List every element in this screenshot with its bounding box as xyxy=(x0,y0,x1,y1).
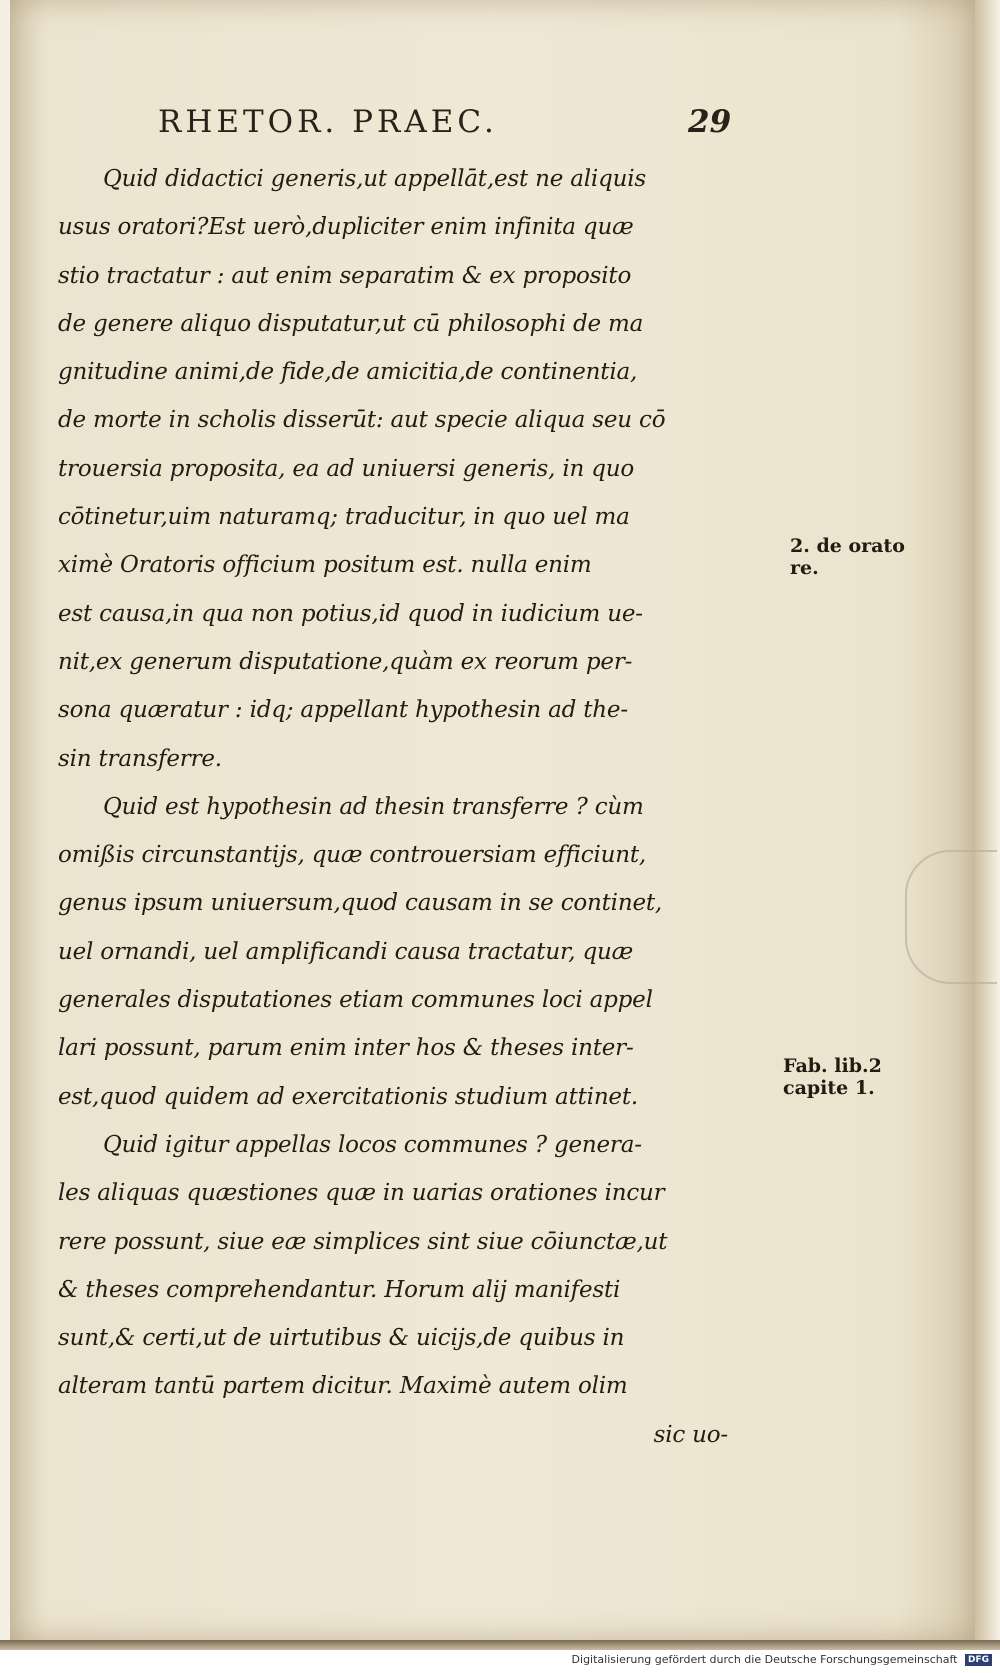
text-line: les aliquas quæstiones quæ in uarias orationes incur xyxy=(58,1180,665,1207)
text-line: omißis circunstantijs, quæ controuersiam efficiunt, xyxy=(58,842,647,869)
dfg-logo-icon: DFG xyxy=(965,1654,992,1666)
page-header xyxy=(158,104,758,154)
clasp-shadow xyxy=(905,850,997,984)
margin-note-line: capite 1. xyxy=(783,1077,875,1099)
text-line: sona quæratur : idq; appellant hypothesin ad the- xyxy=(58,697,628,724)
footer-credit xyxy=(572,1653,992,1666)
text-line: Quid est hypothesin ad thesin transferre ? cùm xyxy=(103,793,644,820)
margin-note-line: re. xyxy=(790,557,819,579)
text-line: stio tractatur : aut enim separatim & ex proposito xyxy=(58,262,632,289)
text-line: lari possunt, parum enim inter hos & theses inter- xyxy=(58,1035,634,1062)
text-line: Quid igitur appellas locos communes ? genera- xyxy=(103,1131,642,1158)
page-number: 29 xyxy=(688,104,732,140)
text-line: alteram tantū partem dicitur. Maximè autem olim xyxy=(58,1373,628,1400)
text-line: generales disputationes etiam communes loci appel xyxy=(58,987,653,1014)
text-line: cōtinetur,uim naturamq; traducitur, in quo uel ma xyxy=(58,504,630,531)
text-line: nit,ex generum disputatione,quàm ex reorum per- xyxy=(58,648,633,675)
margin-note-de-oratore xyxy=(790,535,905,579)
text-line: trouersia proposita, ea ad uniuersi generis, in quo xyxy=(58,455,635,482)
footer-credit-text: Digitalisierung gefördert durch die Deutsche Forschungsgemeinschaft xyxy=(571,1653,958,1666)
text-line: de genere aliquo disputatur,ut cū philosophi de ma xyxy=(58,310,644,337)
text-line: ximè Oratoris officium positum est. nulla enim xyxy=(58,552,592,579)
margin-note-fabius xyxy=(783,1055,882,1099)
text-line: uel ornandi, uel amplificandi causa tractatur, quæ xyxy=(58,938,634,965)
text-line: usus oratori?Est uerò,dupliciter enim infinita quæ xyxy=(58,214,634,241)
page-edge-right xyxy=(975,0,1000,1640)
text-line: est,quod quidem ad exercitationis studium attinet. xyxy=(58,1083,638,1110)
text-line: genus ipsum uniuersum,quod causam in se continet, xyxy=(58,890,663,917)
margin-note-line: 2. de orato xyxy=(790,535,905,557)
text-line: Quid didactici generis,ut appellāt,est ne aliquis xyxy=(103,166,646,192)
text-line: sin transferre. xyxy=(58,745,222,772)
text-line: & theses comprehendantur. Horum alij manifesti xyxy=(58,1276,621,1303)
text-line: sunt,& certi,ut de uirtutibus & uicijs,de quibus in xyxy=(58,1325,625,1352)
text-line: de morte in scholis disserūt: aut specie aliqua seu cō xyxy=(58,407,666,434)
page-edge-bottom xyxy=(0,1640,1000,1650)
text-line: est causa,in qua non potius,id quod in iudicium ue- xyxy=(58,600,643,627)
text-line: rere possunt, siue eæ simplices sint siue cōiunctæ,ut xyxy=(58,1228,668,1255)
body-text xyxy=(58,155,778,1459)
catchword: sic uo- xyxy=(653,1421,728,1448)
text-line: gnitudine animi,de fide,de amicitia,de continentia, xyxy=(58,359,638,386)
running-head: RHETOR. PRAEC. xyxy=(158,104,498,140)
margin-note-line: Fab. lib.2 xyxy=(783,1055,882,1077)
